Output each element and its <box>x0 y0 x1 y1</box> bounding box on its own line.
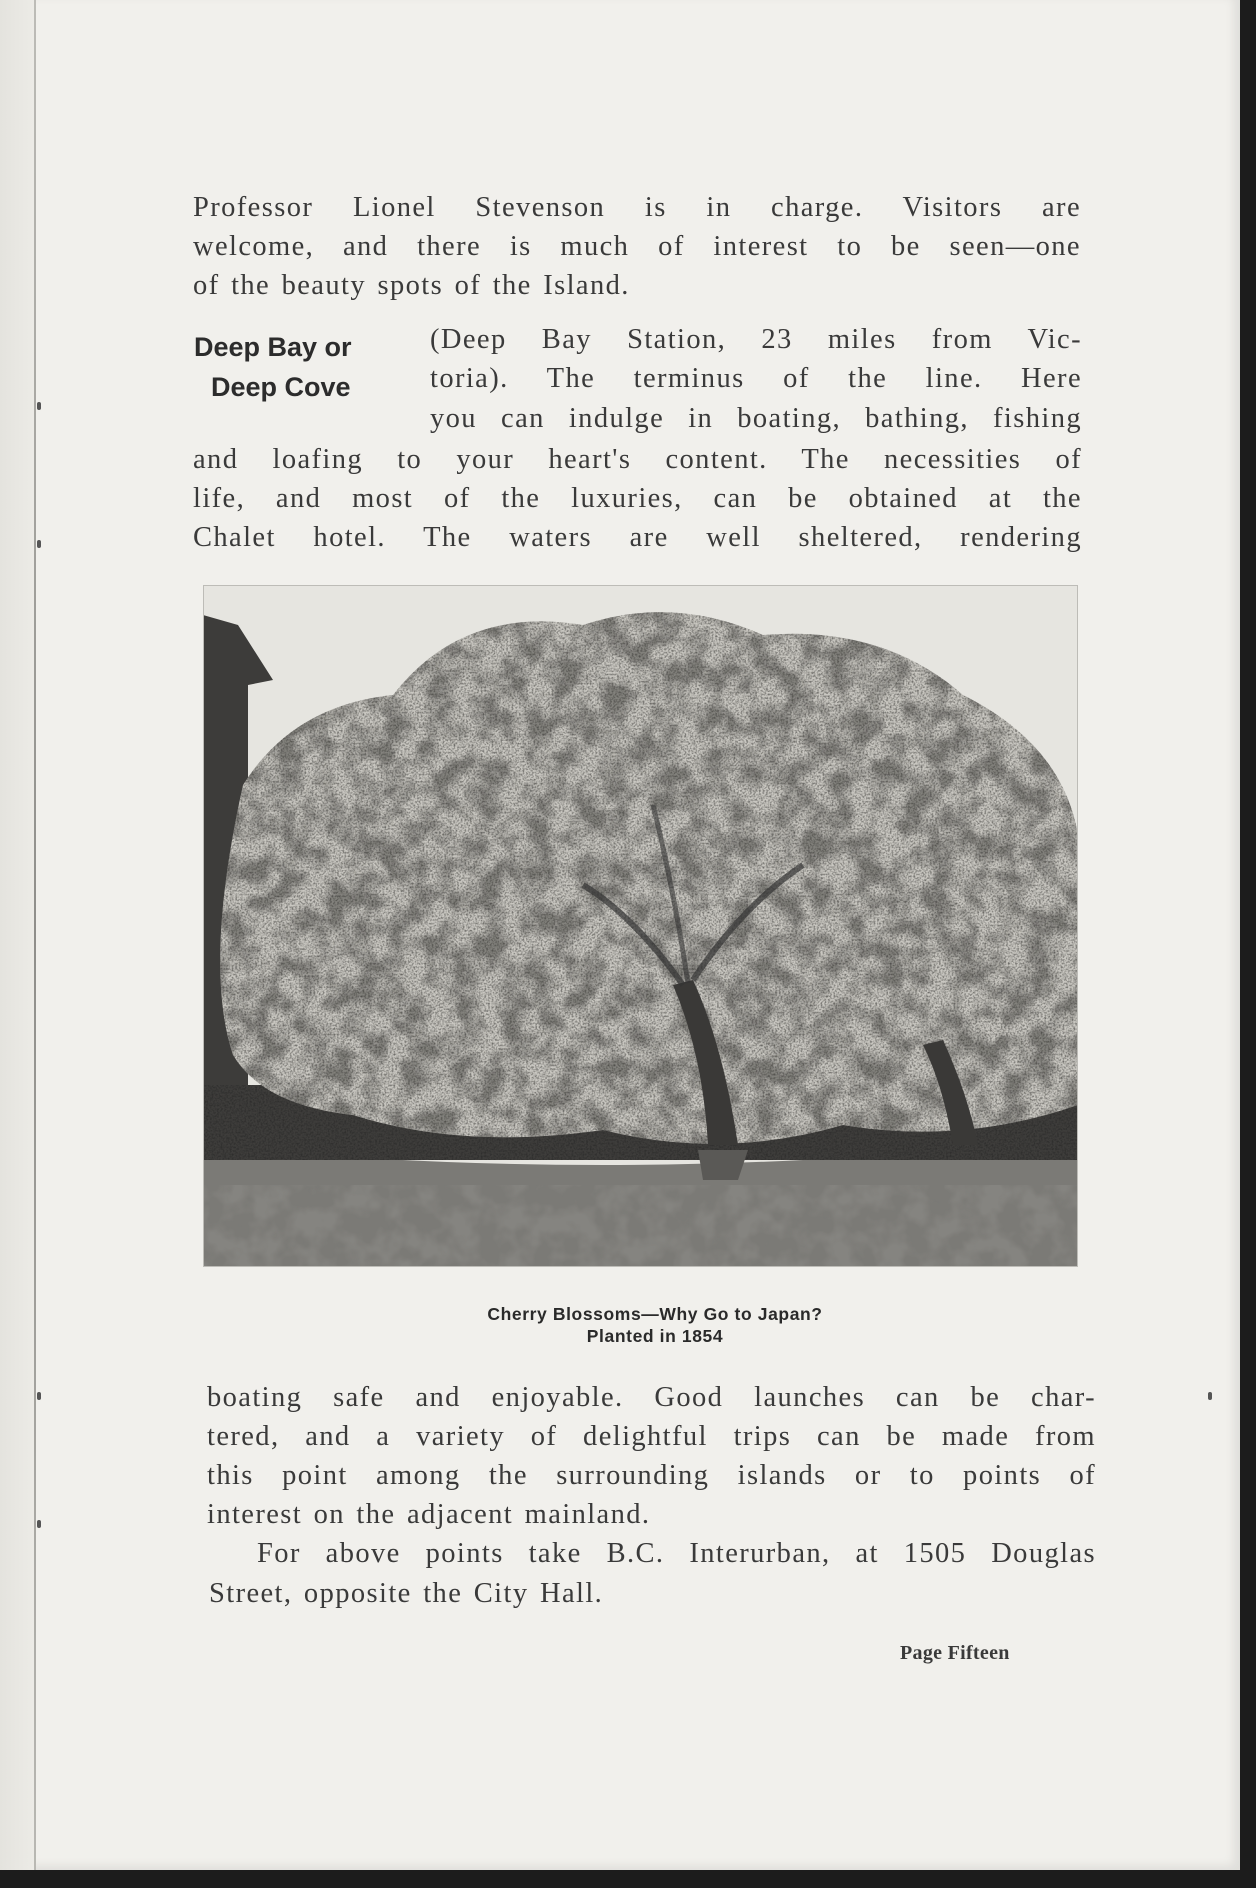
text-line: welcome, and there is much of interest to be seen—one <box>193 231 1081 262</box>
margin-mark <box>37 1392 41 1400</box>
text-line: boating safe and enjoyable. Good launches can be char- <box>207 1382 1096 1413</box>
binding-edge <box>34 0 36 1870</box>
side-heading-line1: Deep Bay or <box>194 332 352 362</box>
text-line: and loafing to your heart's content. The necessities of <box>193 444 1082 475</box>
text-line: toria). The terminus of the line. Here <box>430 363 1082 394</box>
text-line: (Deep Bay Station, 23 miles from Vic- <box>430 324 1082 355</box>
text-line: interest on the adjacent mainland. <box>207 1499 651 1530</box>
binding-shadow <box>0 0 34 1870</box>
margin-mark <box>37 540 41 548</box>
cherry-tree-image <box>203 585 1078 1267</box>
margin-mark <box>37 402 41 410</box>
text-line: Chalet hotel. The waters are well sheltered, rendering <box>193 522 1082 553</box>
text-line: life, and most of the luxuries, can be obtained at the <box>193 483 1082 514</box>
photo-caption-line2: Planted in 1854 <box>586 1326 724 1346</box>
text-line: tered, and a variety of delightful trips can be made from <box>207 1421 1096 1452</box>
text-line: Street, opposite the City Hall. <box>209 1578 604 1609</box>
margin-mark <box>1208 1392 1212 1400</box>
margin-mark <box>37 1520 41 1528</box>
page-number: Page Fifteen <box>900 1642 1010 1664</box>
text-line: For above points take B.C. Interurban, at 1505 Douglas <box>257 1538 1096 1569</box>
text-line: Professor Lionel Stevenson is in charge. Visitors are <box>193 192 1081 223</box>
photo-caption-line1: Cherry Blossoms—Why Go to Japan? <box>487 1304 823 1324</box>
side-heading-line2: Deep Cove <box>211 372 351 402</box>
text-line: this point among the surrounding islands or to points of <box>207 1460 1096 1491</box>
cherry-tree-photo <box>203 585 1078 1267</box>
text-line: you can indulge in boating, bathing, fishing <box>430 403 1082 434</box>
text-line: of the beauty spots of the Island. <box>193 270 630 301</box>
